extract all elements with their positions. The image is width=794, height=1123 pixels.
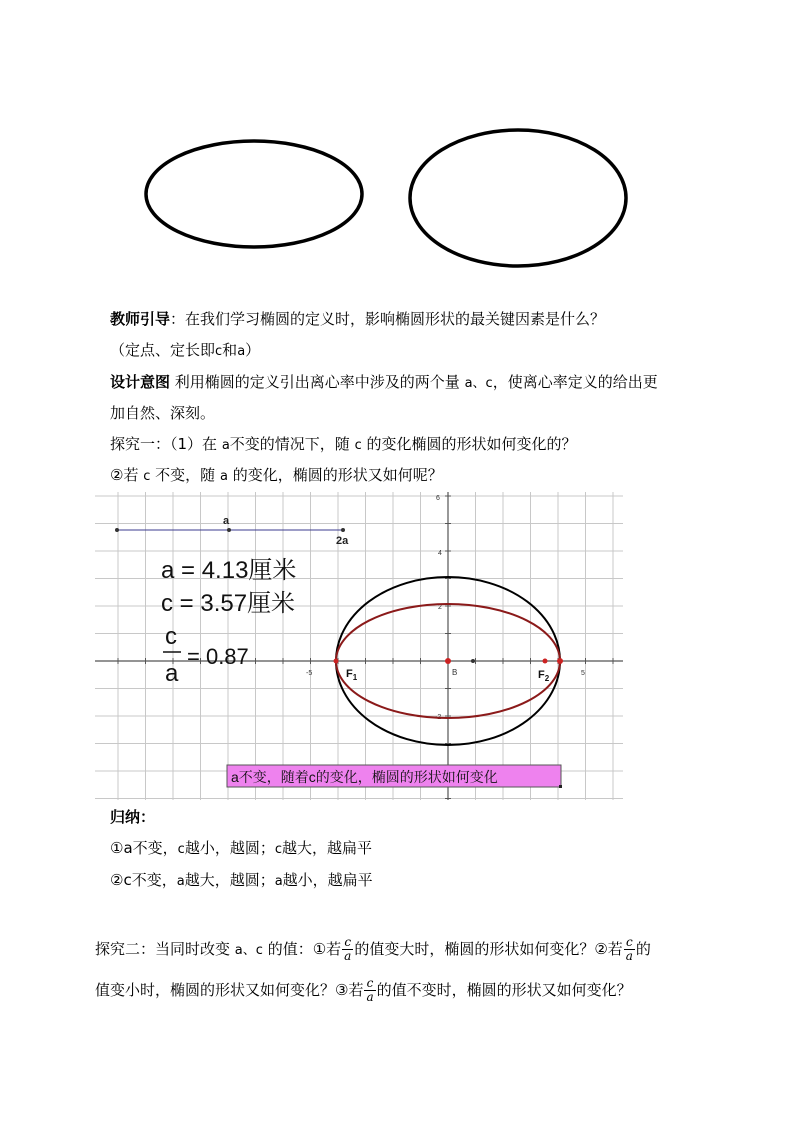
explore-two-line-2 [95,975,632,1005]
explore-two-ac: a、c [234,943,263,958]
summary-1f: 越大，越扁平 [281,839,372,857]
top-ellipses [130,120,650,280]
summary-line-1 [110,838,372,860]
explore-one-q2-prefix: ②若 [110,466,139,484]
tick-x-neg5: -5 [306,670,313,677]
explore-two-p1d: 的 [635,940,651,958]
teacher-guide-line [110,309,605,329]
slider-a-point[interactable] [227,528,231,532]
summary-1e: c [274,842,282,857]
explore-two-p1: 探究二：当同时改变 [95,940,231,958]
explore-one-q1-mid: 不变的情况下，随 [229,435,350,453]
summary-line-2 [110,870,373,892]
fraction-c-over-a-1: $\frac{c}{a}$ [344,935,352,963]
ratio-value-text: = 0.87 [187,644,249,669]
design-intent-text-1c: ，使离心率定义的给出更 [492,373,658,391]
summary-2a: ②c [110,871,132,889]
explore-one-q2-mid: 不变，随 [155,466,216,484]
focus2-point[interactable] [543,659,548,664]
guide-answer-line [110,340,260,362]
tick-y-neg2: -2 [435,714,442,721]
tick-y-4: 4 [438,550,442,557]
guide-answer-suffix: ） [245,341,261,359]
summary-1a: ①a [110,839,133,857]
ratio-denominator: a [165,660,179,687]
focus1-label: $F_1$ [346,668,358,682]
geogebra-figure [95,492,623,800]
design-intent-label: 设计意图 [110,373,171,391]
explore-two-p2a: 值变小时，椭圆的形状又如何变化？③若 [95,981,364,999]
design-intent-text-2: 加自然、深刻。 [110,404,216,422]
slider-label-2a: 2a [336,535,349,547]
summary-2c: a [176,874,185,889]
right-ellipse [410,130,626,266]
explore-two-p1b: 的值：①若 [267,940,342,958]
guide-answer-and: 和 [222,341,238,359]
explore-one-q1-prefix: 探究一：（1）在 [110,435,218,453]
guide-answer-prefix: （定点、定长即 [110,341,216,359]
explore-one-q2-c: c [143,469,151,484]
tick-y-2: 2 [438,604,442,611]
teacher-guide-text: ：在我们学习椭圆的定义时，影响椭圆形状的最关键因素是什么？ [170,310,606,328]
explore-one-q1-a: a [221,438,230,453]
fraction-c-over-a-2: $\frac{c}{a}$ [625,935,633,963]
summary-2f: 越小，越扁平 [282,871,373,889]
caption-text: a不变，随着c的变化，椭圆的形状如何变化 [231,769,498,785]
tick-x-pos5: 5 [581,670,585,677]
summary-2d: 越大，越圆； [184,871,275,889]
focus1-point[interactable] [334,659,339,664]
summary-label: 归纳： [110,808,156,826]
center-label: B [452,668,458,677]
summary-1c: c [177,842,185,857]
summary-2b: 不变， [131,871,177,889]
fraction-c-over-a-3: $\frac{c}{a}$ [366,976,374,1004]
slider-2a-point[interactable] [341,528,345,532]
caption-corner-handle[interactable] [559,785,562,788]
left-ellipse [146,141,362,247]
summary-1d: 越小，越圆； [184,839,275,857]
explore-one-q2-a: a [219,469,228,484]
tick-y-top6: 6 [436,495,440,502]
guide-answer-a: a [237,344,246,359]
slider-point-axis[interactable] [471,659,475,663]
explore-two-p2b: 的值不变时，椭圆的形状又如何变化？ [376,981,632,999]
geogebra-canvas [95,492,623,800]
explore-two-p1c: 的值变大时，椭圆的形状如何变化？②若 [354,940,623,958]
summary-1b: 不变， [132,839,178,857]
center-point[interactable] [445,658,451,664]
ratio-numerator: c [165,623,177,650]
explore-one-q2-suffix: 的变化，椭圆的形状又如何呢？ [232,466,443,484]
a-value-text: a = 4.13厘米 [161,557,297,584]
design-intent-line-1 [110,372,658,394]
design-intent-line-2 [110,403,215,423]
slider-label-a: a [223,515,230,527]
slider-start-point[interactable] [115,528,119,532]
vertex-right-point[interactable] [557,658,563,664]
explore-one-q1-suffix: 的变化椭圆的形状如何变化的？ [366,435,577,453]
design-intent-text-1b: a、c [464,376,493,391]
design-intent-text-1a: 利用椭圆的定义引出离心率中涉及的两个量 [174,373,460,391]
explore-one-q1 [110,434,577,456]
summary-2e: a [274,874,283,889]
teacher-guide-label: 教师引导 [110,310,171,328]
c-value-text: c = 3.57厘米 [161,590,296,617]
focus2-label: $F_2$ [538,669,550,683]
explore-one-q1-c: c [354,438,362,453]
explore-two-line-1 [95,934,651,966]
guide-answer-c: c [215,344,223,359]
explore-one-q2 [110,465,443,487]
